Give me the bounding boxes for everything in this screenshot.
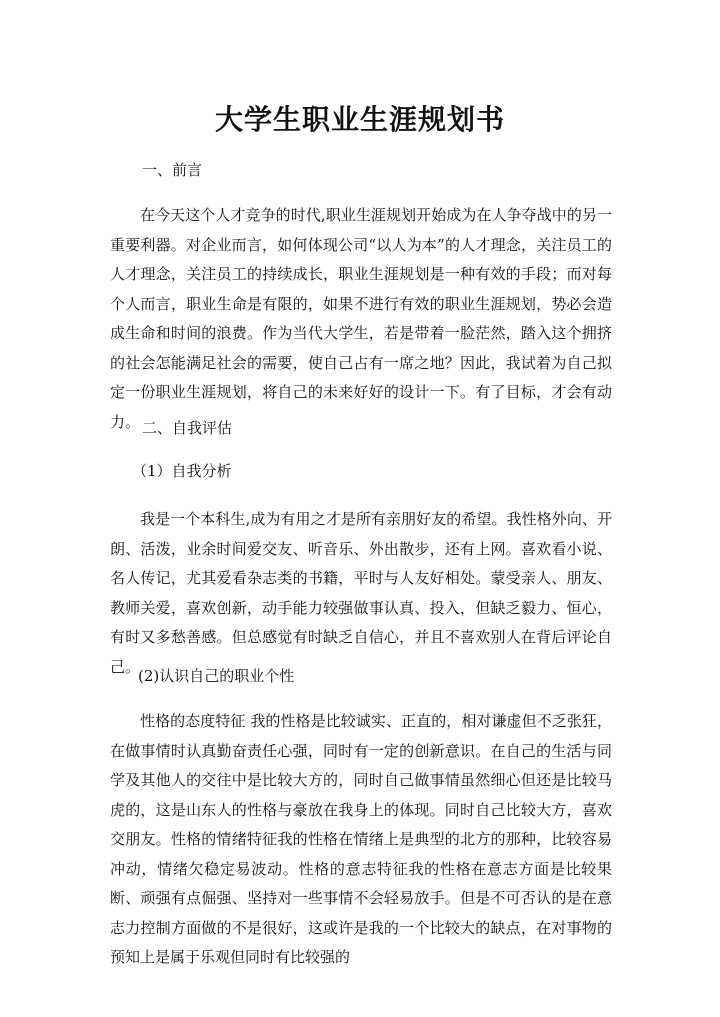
section-heading-preface: 一、前言 [142,161,203,179]
subsection-heading-self-analysis: （1）自我分析 [132,462,232,480]
career-personality-paragraph: 性格的态度特征 我的性格是比较诚实、正直的，相对谦虚但不乏张狂，在做事情时认真勤奋责任心强，同时有一定的创新意识。在自己的生活与同学及其他人的交往中是比较大方的，同时自己做事情虽然细心但还是比较马虎的，这是山东人的性格与豪放在我身上的体现。同时自己比较大方，喜欢交朋友。性格的情绪特征我的性格在情绪上是典型的北方的那种，比较容易冲动，情绪欠稳定易波动。性格的意志特征我的性格在意志方面是比较果断、顽强有点倔强、坚持对一些事情不会轻易放手。但是不可否认的是在意志力控制方面做的不是很好，这或许是我的一个比较大的缺点，在对事物的预知上是属于乐观但同时有比较强的 [110,712,612,966]
subsection-heading-career-personality: (2)认识自己的职业个性 [138,667,295,685]
preface-paragraph: 在今天这个人才竞争的时代,职业生涯规划开始成为在人争夺战中的另一重要利器。对企业而言，如何体现公司“以人为本”的人才理念，关注员工的人才理念，关注员工的持续成长，职业生涯规划是一种有效的手段；而对每个人而言，职业生命是有限的，如果不进行有效的职业生涯规划，势必会造成生命和时间的浪费。作为当代大学生，若是带着一脸茫然，踏入这个拥挤的社会怎能满足社会的需要，使自己占有一席之地？因此，我试着为自己拟定一份职业生涯规划，将自己的未来好好的设计一下。有了目标，才会有动力。 [110,206,612,431]
section-heading-self-assessment: 二、自我评估 [142,419,233,437]
self-analysis-paragraph: 我是一个本科生,成为有用之才是所有亲朋好友的希望。我性格外向、开朗、活泼，业余时间爱交友、听音乐、外出散步，还有上网。喜欢看小说、名人传记，尤其爱看杂志类的书籍，平时与人友好相处。蒙受亲人、朋友、教师关爱，喜欢创新，动手能力较强做事认真、投入，但缺乏毅力、恒心，有时又多愁善感。但总感觉有时缺乏自信心，并且不喜欢别人在背后评论自己。 [110,510,612,676]
document-title: 大学生职业生涯规划书 [214,103,505,136]
